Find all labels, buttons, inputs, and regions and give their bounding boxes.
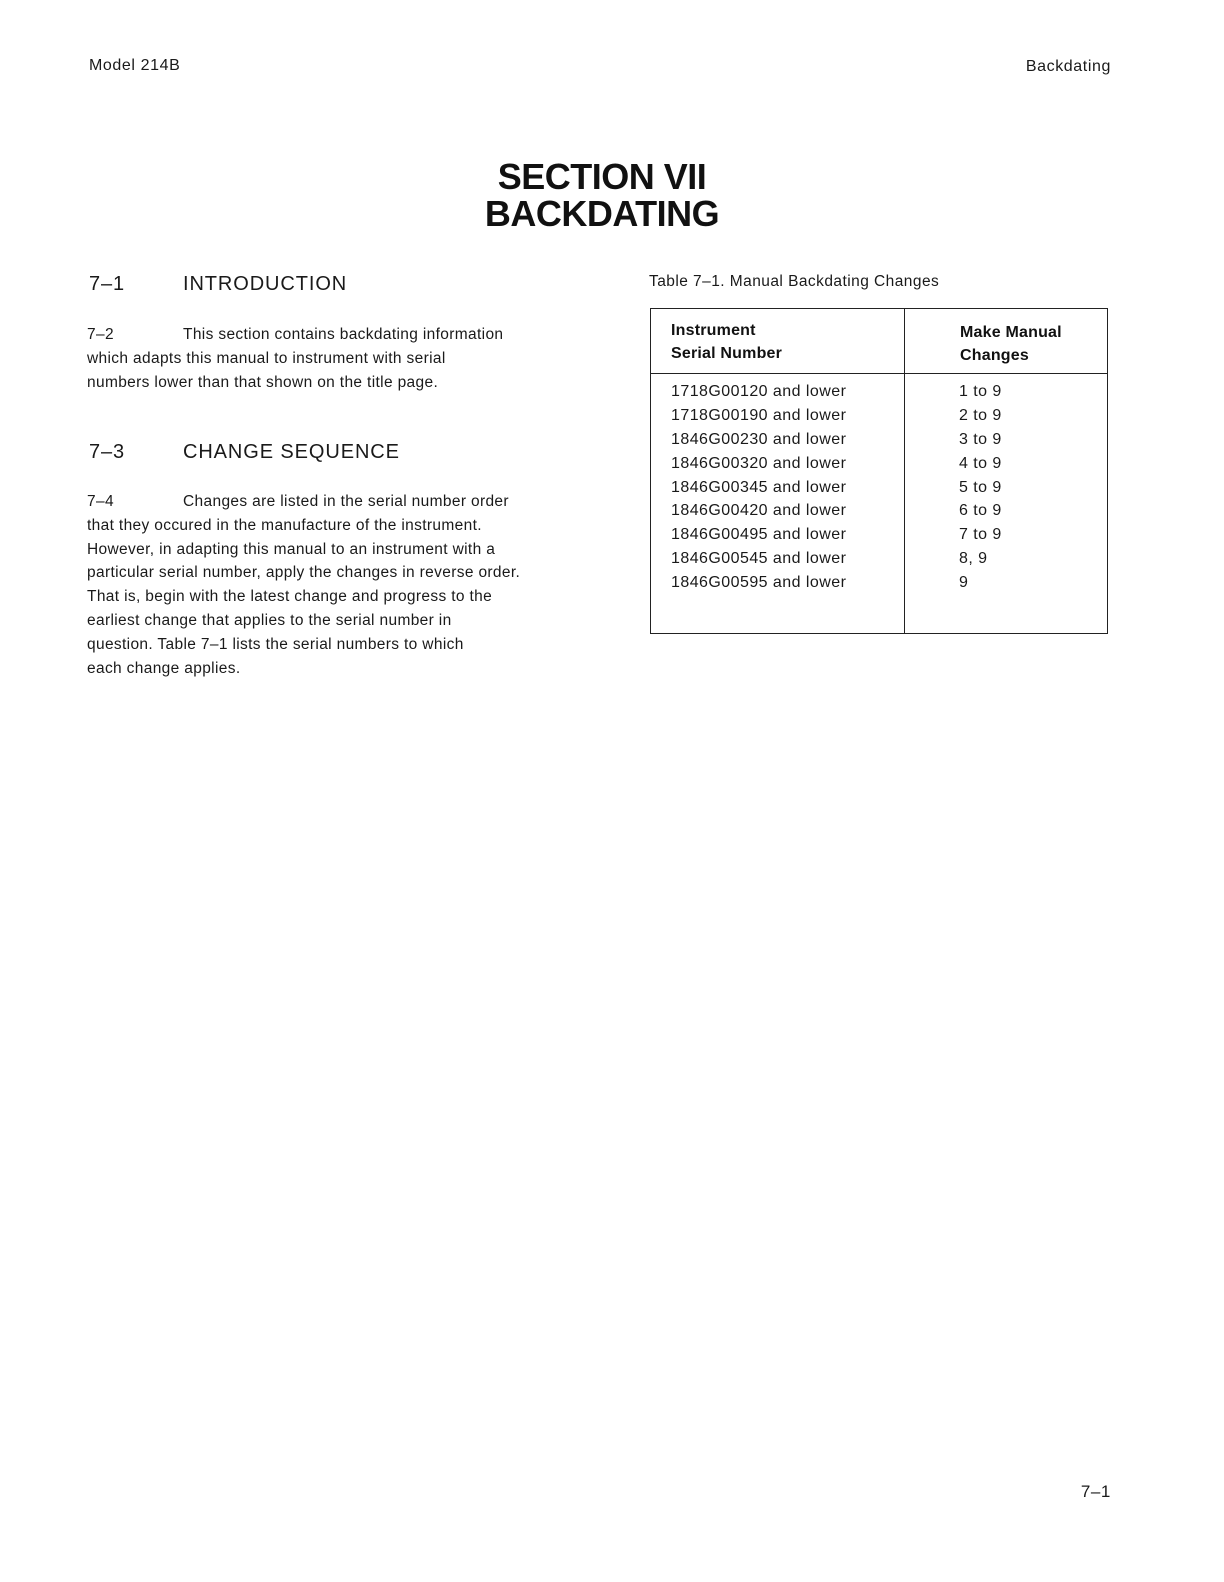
serial-number-cell: 1846G00495 and lower [671,526,847,544]
page-title [0,158,1204,232]
paragraph-line: question. Table 7–1 lists the serial numbers to which [87,635,464,653]
serial-number-cell: 1846G00545 and lower [671,550,847,568]
table-row [651,550,1107,574]
table-row [651,431,1107,455]
table-header-changes-line-2: Changes [960,347,1029,364]
paragraph-line: That is, begin with the latest change and progress to the [87,588,493,606]
section-heading-change-sequence [89,441,400,464]
table-header-serial-line-2: Serial Number [671,345,783,362]
paragraph-line: However, in adapting this manual to an instrument with a [87,540,496,558]
table-row [651,455,1107,479]
serial-number-cell: 1846G00230 and lower [671,430,847,448]
paragraph-line: particular serial number, apply the changes in reverse order. [87,564,521,582]
changes-cell: 6 to 9 [959,502,1002,520]
backdating-table [650,308,1108,634]
table-row [651,479,1107,503]
changes-cell: 3 to 9 [959,430,1002,448]
changes-cell: 7 to 9 [959,526,1002,544]
changes-cell: 1 to 9 [959,383,1002,400]
paragraph-line: numbers lower than that shown on the title page. [87,373,439,391]
serial-number-cell: 1846G00595 and lower [671,574,847,592]
serial-number-cell: 1846G00345 and lower [671,478,847,496]
section-number: 7–3 [89,441,126,463]
changes-cell: 8, 9 [959,550,988,568]
section-heading-text: CHANGE SEQUENCE [183,441,400,463]
serial-number-cell: 1846G00420 and lower [671,502,847,520]
table-row [651,407,1107,431]
paragraph-line: earliest change that applies to the serial number in [87,611,452,629]
section-number: 7–1 [89,273,126,295]
changes-cell: 4 to 9 [959,454,1002,472]
page-title-line-2: BACKDATING [484,193,720,234]
table-row [651,526,1107,550]
page-title-line-1: SECTION VII [497,156,707,197]
section-heading-introduction [89,273,347,296]
table-header-serial-line-1: Instrument [671,322,756,339]
header-section-name: Backdating [1025,58,1111,75]
changes-cell: 5 to 9 [959,478,1002,496]
serial-number-cell: 1718G00120 and lower [671,383,847,400]
table-header-divider [651,373,1107,374]
changes-cell: 9 [959,574,969,592]
paragraph-7-4 [87,490,577,680]
table-header-serial [671,319,782,365]
table-row [651,383,1107,407]
paragraph-line: This section contains backdating information [183,326,504,343]
changes-cell: 2 to 9 [959,406,1002,424]
paragraph-line: that they occured in the manufacture of the instrument. [87,516,482,534]
paragraph-number: 7–2 [87,326,114,343]
table-row [651,502,1107,526]
paragraph-number: 7–4 [87,493,114,510]
table-caption: Table 7–1. Manual Backdating Changes [649,273,940,290]
page-number: 7–1 [1080,1482,1111,1501]
table-header-changes-line-1: Make Manual [960,324,1062,341]
serial-number-cell: 1718G00190 and lower [671,406,847,424]
serial-number-cell: 1846G00320 and lower [671,454,847,472]
table-header-changes [960,321,1062,367]
section-heading-text: INTRODUCTION [183,273,348,295]
table-body [651,383,1107,598]
paragraph-7-2 [87,323,577,394]
header-model: Model 214B [89,57,181,74]
paragraph-line: each change applies. [87,659,241,677]
table-row [651,574,1107,598]
paragraph-line: which adapts this manual to instrument with serial [87,349,446,367]
paragraph-line: Changes are listed in the serial number order [183,493,509,510]
